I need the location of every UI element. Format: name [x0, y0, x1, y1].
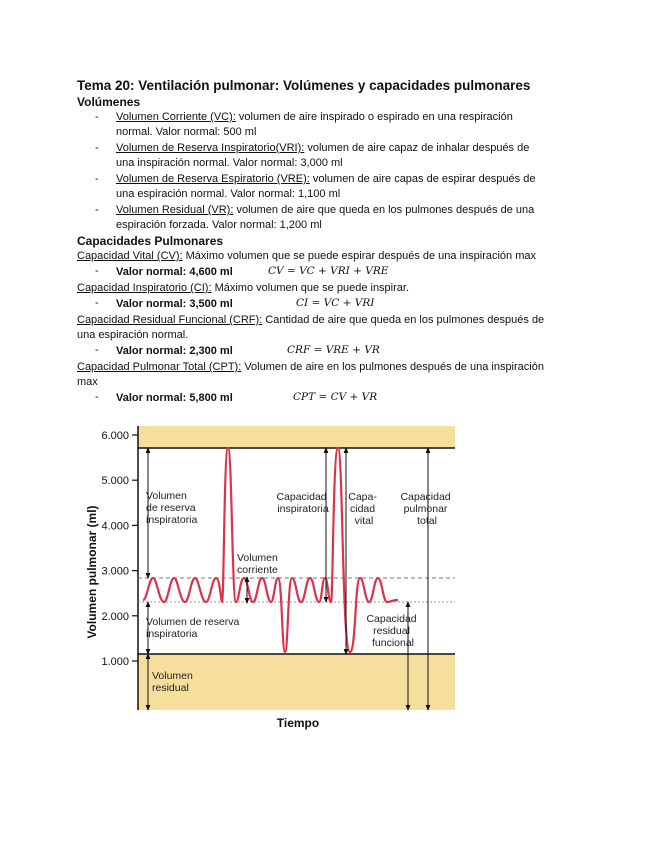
bullet: -	[95, 265, 99, 277]
definition: volumen de aire inspirado o espirado en una respiración	[235, 111, 513, 123]
label-crf: Capacidad residual funcional	[366, 613, 417, 649]
label-vc: Volumen corriente	[237, 552, 278, 576]
definition: Cantidad de aire que queda en los pulmones después de	[262, 314, 545, 326]
definition: Máximo volumen que se puede inspirar.	[211, 282, 410, 294]
definition: Volumen de aire en los pulmones después de una inspiración	[241, 361, 544, 373]
term: Capacidad Vital (CV):	[77, 250, 183, 262]
normal-value: Valor normal: 2,300 ml	[116, 345, 233, 357]
definition: volumen de aire capaz de inhalar después de	[304, 142, 530, 154]
capacities-heading: Capacidades Pulmonares	[77, 234, 224, 248]
definition-cont: una inspiración normal. Valor normal: 3,000 ml	[116, 157, 343, 169]
y-tick-group	[101, 430, 138, 668]
x-axis-label: Tiempo	[276, 716, 320, 730]
label-ci: Capacidad inspiratoria	[276, 491, 329, 515]
normal-value: Valor normal: 4,600 ml	[116, 266, 233, 278]
definition-cont: max	[77, 376, 98, 388]
y-tick-label: 4.000	[101, 520, 129, 533]
y-axis-label: Volumen pulmonar (ml)	[85, 505, 99, 639]
bullet: -	[95, 344, 99, 356]
page-title: Tema 20: Ventilación pulmonar: Volúmenes y capacidades pulmonares	[77, 78, 531, 93]
bullet: -	[95, 297, 99, 309]
volumes-heading: Volúmenes	[77, 95, 141, 109]
y-tick-label: 1.000	[101, 656, 129, 668]
formula: CRF = VRE + VR	[287, 344, 380, 356]
y-tick-label: 3.000	[101, 565, 129, 578]
formula: CV = VC + VRI + VRE	[268, 265, 389, 277]
bullet: -	[95, 173, 99, 185]
top-band	[138, 426, 455, 448]
label-cpt: Capacidad pulmonar total	[400, 491, 451, 527]
bullet: -	[95, 142, 99, 154]
term: Volumen Residual (VR):	[116, 204, 234, 216]
y-tick-label: 5.000	[101, 475, 129, 488]
term: Capacidad Residual Funcional (CRF):	[77, 314, 263, 326]
definition: volumen de aire capas de espirar después de	[309, 173, 536, 185]
formula: CPT = CV + VR	[293, 391, 378, 403]
term: Volumen Corriente (VC):	[116, 111, 236, 123]
label-cv: Capa- cidad vital	[348, 491, 377, 527]
label-vri: Volumen de reserva inspiratoria	[146, 490, 198, 526]
bullet: -	[95, 391, 99, 403]
formula: CI = VC + VRI	[296, 297, 375, 309]
definition: volumen de aire que queda en los pulmones después de una	[233, 204, 535, 216]
label-vre: Volumen de reserva inspiratoria	[146, 616, 240, 640]
label-vr: Volumen residual	[152, 670, 193, 694]
definition-cont: normal. Valor normal: 500 ml	[116, 126, 257, 138]
definition-cont: una espiración normal.	[77, 329, 189, 341]
definition: Máximo volumen que se puede espirar después de una inspiración max	[182, 250, 537, 262]
normal-value: Valor normal: 5,800 ml	[116, 392, 233, 404]
definition-cont: una espiración normal. Valor normal: 1,100 ml	[116, 188, 341, 200]
bullet: -	[95, 204, 99, 216]
term: Volumen de Reserva Inspiratorio(VRI):	[116, 142, 305, 154]
y-tick-label: 2.000	[101, 610, 129, 623]
term: Capacidad Inspiratorio (CI):	[77, 282, 212, 294]
term: Capacidad Pulmonar Total (CPT):	[77, 361, 242, 373]
term: Volumen de Reserva Espiratorio (VRE):	[116, 173, 310, 185]
normal-value: Valor normal: 3,500 ml	[116, 298, 233, 310]
definition-cont: espiración forzada. Valor normal: 1,200 ml	[116, 219, 322, 231]
y-tick-label: 6.000	[101, 430, 129, 442]
bullet: -	[95, 111, 99, 123]
